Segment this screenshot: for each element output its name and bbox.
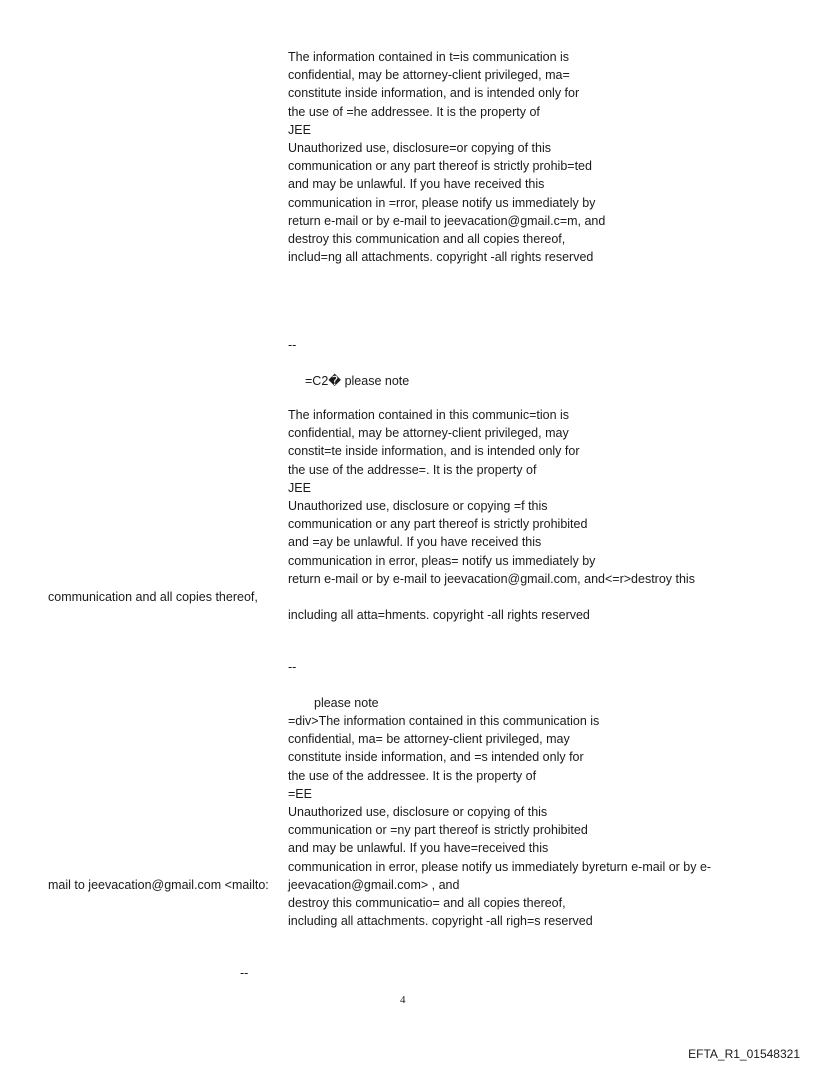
please-note-1: =C2� please note <box>305 374 410 388</box>
notice-block-2 <box>288 406 768 588</box>
text-line: confidential, ma= be attorney-client privileged, may <box>288 732 570 747</box>
text-line: communication or any part thereof is strictly prohibited <box>288 517 588 532</box>
text-line: constit=te inside information, and is intended only for <box>288 444 580 459</box>
please-note-2: please note <box>314 696 379 710</box>
text-line: destroy this communication and all copies thereof, <box>288 231 566 246</box>
text-line: confidential, may be attorney-client privileged, ma= <box>288 68 570 83</box>
text-line: =div>The information contained in this communication is <box>288 714 600 728</box>
text-line: communication in error, pleas= notify us immediately by <box>288 553 596 568</box>
text-line: constitute inside information, and is intended only for <box>288 86 580 101</box>
notice-block-3 <box>288 712 768 876</box>
text-line: communication in =rror, please notify us immediately by <box>288 195 596 210</box>
text-line: the use of the addresse=. It is the property of <box>288 462 537 477</box>
text-line: confidential, may be attorney-client privileged, may <box>288 426 569 441</box>
text-line: communication in error, please notify us immediately byreturn e-mail or by e- <box>288 859 712 874</box>
text-line: JEE <box>288 122 311 137</box>
email-link: jeevacation@gmail.com> , and <box>288 878 460 892</box>
text-line: return e-mail or by e-mail to jeevacation@gmail.c=m, and <box>288 213 606 228</box>
text-line: JEE <box>288 480 311 495</box>
overflow-line-2: mail to jeevacation@gmail.com <mailto: <box>48 878 269 892</box>
separator-1: -- <box>288 338 297 352</box>
text-line: Unauthorized use, disclosure or copying =f this <box>288 498 548 513</box>
text-line: destroy this communicatio= and all copies thereof, <box>288 896 566 910</box>
text-line: =EE <box>288 786 312 801</box>
text-line: and may be unlawful. If you have=received this <box>288 841 549 856</box>
text-line: The information contained in this communic=tion is <box>288 408 570 422</box>
notice-block-1 <box>288 48 768 266</box>
text-line: and =ay be unlawful. If you have received this <box>288 535 542 550</box>
overflow-line-1: communication and all copies thereof, <box>48 590 258 604</box>
separator-3: -- <box>240 966 249 980</box>
text-line: and may be unlawful. If you have received this <box>288 177 545 192</box>
notice-block-3-tail <box>288 894 768 930</box>
text-line: Unauthorized use, disclosure=or copying of this <box>288 140 551 155</box>
text-line: The information contained in t=is communication is <box>288 50 570 64</box>
bates-number: EFTA_R1_01548321 <box>688 1047 800 1061</box>
text-line: including all attachments. copyright -all righ=s reserved <box>288 914 593 929</box>
text-line: the use of the addressee. It is the property of <box>288 768 537 783</box>
separator-2: -- <box>288 660 297 674</box>
text-line: the use of =he addressee. It is the property of <box>288 104 540 119</box>
text-line: return e-mail or by e-mail to jeevacation@gmail.com, and<=r>destroy this <box>288 571 695 586</box>
text-line: Unauthorized use, disclosure or copying of this <box>288 804 548 819</box>
text-line: communication or =ny part thereof is strictly prohibited <box>288 823 588 838</box>
page-number: 4 <box>400 994 406 1006</box>
text-line: including all atta=hments. copyright -all rights reserved <box>288 608 590 622</box>
text-line: communication or any part thereof is strictly prohib=ted <box>288 159 592 174</box>
text-line: includ=ng all attachments. copyright -all rights reserved <box>288 250 594 265</box>
text-line: constitute inside information, and =s intended only for <box>288 750 584 765</box>
